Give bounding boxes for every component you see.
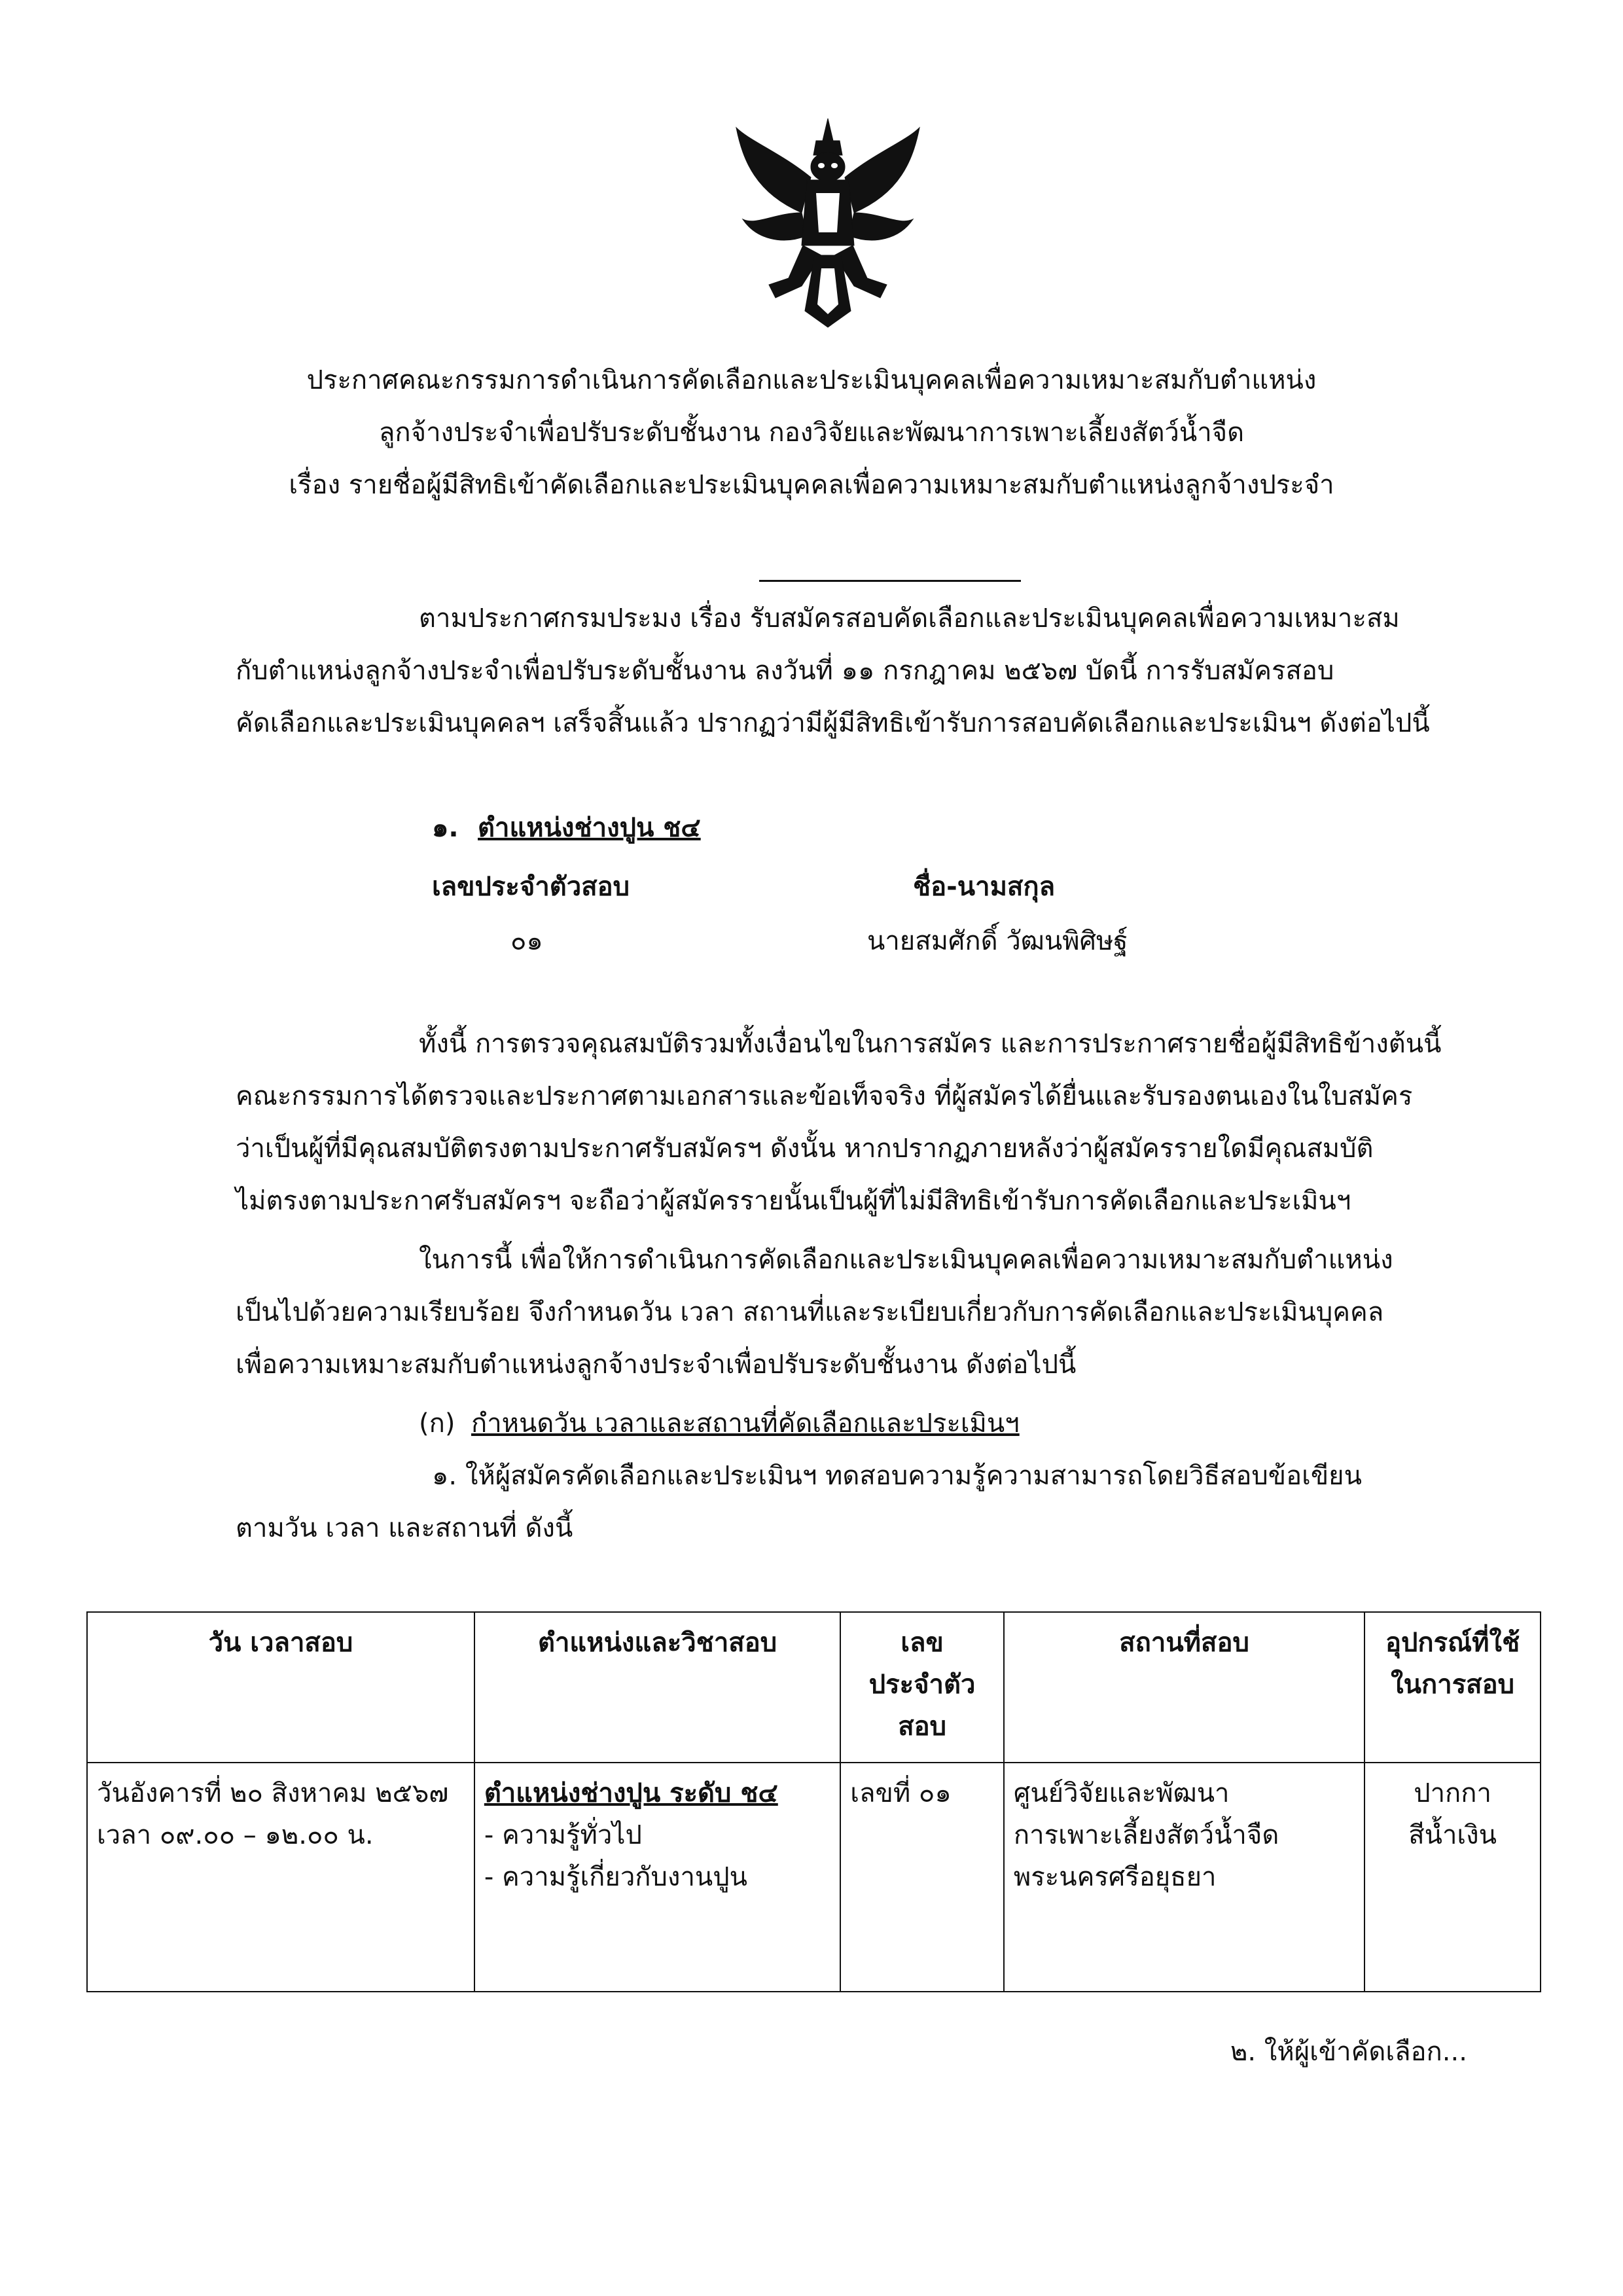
- para2-line-2: คณะกรรมการได้ตรวจและประกาศตามเอกสารและข้อเท็จจริง ที่ผู้สมัครได้ยื่นและรับรองตนเองในใบสมัคร: [236, 1081, 1413, 1111]
- cell-exam-place: ศูนย์วิจัยและพัฒนา การเพาะเลี้ยงสัตว์น้ำจืด พระนครศรีอยุธยา: [1004, 1763, 1364, 1992]
- next-page-continuation: ๒. ให้ผู้เข้าคัดเลือก...: [1230, 2037, 1467, 2067]
- header-divider: [759, 580, 1021, 582]
- para3-line-3: เพื่อความเหมาะสมกับตำแหน่งลูกจ้างประจำเพื่อปรับระดับชั้นงาน ดังต่อไปนี้: [236, 1350, 1077, 1380]
- cell-equipment: ปากกา สีน้ำเงิน: [1364, 1763, 1541, 1992]
- item1-line-1: ๑. ให้ผู้สมัครคัดเลือกและประเมินฯ ทดสอบความรู้ความสามารถโดยวิธีสอบข้อเขียน: [432, 1461, 1362, 1491]
- exam-schedule-table: [86, 1611, 1541, 1992]
- header-exam-date: วัน เวลาสอบ: [87, 1612, 474, 1763]
- item1-line-2: ตามวัน เวลา และสถานที่ ดังนี้: [236, 1513, 573, 1543]
- intro-line-3: คัดเลือกและประเมินบุคคลฯ เสร็จสิ้นแล้ว ปรากฏว่ามีผู้มีสิทธิเข้ารับการสอบคัดเลือกและประเมินฯ ดังต่อไปนี้: [236, 708, 1430, 738]
- table-row: [87, 1763, 1541, 1992]
- section-1-title: ตำแหน่งช่างปูน ช๔: [478, 813, 701, 843]
- sub-a-prefix: (ก): [419, 1408, 455, 1439]
- cell-exam-id: เลขที่ ๐๑: [840, 1763, 1004, 1992]
- para2-line-4: ไม่ตรงตามประกาศรับสมัครฯ จะถือว่าผู้สมัครรายนั้นเป็นผู้ที่ไม่มีสิทธิเข้ารับการคัดเลือกและประเมินฯ: [236, 1186, 1351, 1216]
- para2-line-3: ว่าเป็นผู้ที่มีคุณสมบัติตรงตามประกาศรับสมัครฯ ดังนั้น หากปรากฏภายหลังว่าผู้สมัครรายใดมีคุณสมบัติ: [236, 1134, 1374, 1164]
- header-position-subject: ตำแหน่งและวิชาสอบ: [474, 1612, 840, 1763]
- para3-line-1: ในการนี้ เพื่อให้การดำเนินการคัดเลือกและประเมินบุคคลเพื่อความเหมาะสมกับตำแหน่ง: [419, 1245, 1393, 1275]
- intro-line-2: กับตำแหน่งลูกจ้างประจำเพื่อปรับระดับชั้นงาน ลงวันที่ ๑๑ กรกฎาคม ๒๕๖๗ บัดนี้ การรับสมัครสอบ: [236, 656, 1334, 686]
- header-exam-id: เลข ประจำตัว สอบ: [840, 1612, 1004, 1763]
- announcement-subject: เรื่อง รายชื่อผู้มีสิทธิเข้าคัดเลือกและประเมินบุคคลเพื่อความเหมาะสมกับตำแหน่งลูกจ้างประจำ: [289, 470, 1334, 500]
- section-1-number: ๑.: [432, 813, 459, 843]
- garuda-emblem: [730, 115, 926, 331]
- para2-line-1: ทั้งนี้ การตรวจคุณสมบัติรวมทั้งเงื่อนไขในการสมัคร และการประกาศรายชื่อผู้มีสิทธิข้างต้นนี้: [419, 1029, 1442, 1059]
- announcement-title-line-1: ประกาศคณะกรรมการดำเนินการคัดเลือกและประเมินบุคคลเพื่อความเหมาะสมกับตำแหน่ง: [306, 365, 1317, 395]
- candidate-id: ๐๑: [510, 926, 543, 956]
- intro-line-1: ตามประกาศกรมประมง เรื่อง รับสมัครสอบคัดเลือกและประเมินบุคคลเพื่อความเหมาะสม: [419, 603, 1400, 634]
- cell-position-subject: ตำแหน่งช่างปูน ระดับ ช๔ - ความรู้ทั่วไป - ความรู้เกี่ยวกับงานปูน: [474, 1763, 840, 1992]
- header-exam-place: สถานที่สอบ: [1004, 1612, 1364, 1763]
- candidate-name: นายสมศักดิ์ วัฒนพิศิษฐ์: [867, 926, 1128, 956]
- cell-exam-date: วันอังคารที่ ๒๐ สิงหาคม ๒๕๖๗ เวลา ๐๙.๐๐ – ๑๒.๐๐ น.: [87, 1763, 474, 1992]
- sub-a-title: กำหนดวัน เวลาและสถานที่คัดเลือกและประเมินฯ: [471, 1408, 1020, 1439]
- announcement-title-line-2: ลูกจ้างประจำเพื่อปรับระดับชั้นงาน กองวิจัยและพัฒนาการเพาะเลี้ยงสัตว์น้ำจืด: [378, 418, 1245, 448]
- candidate-name-header: ชื่อ-นามสกุล: [913, 872, 1056, 902]
- para3-line-2: เป็นไปด้วยความเรียบร้อย จึงกำหนดวัน เวลา สถานที่และระเบียบเกี่ยวกับการคัดเลือกและประเมินบุคคล: [236, 1297, 1384, 1327]
- table-header-row: [87, 1612, 1541, 1763]
- candidate-id-header: เลขประจำตัวสอบ: [432, 872, 630, 902]
- header-equipment: อุปกรณ์ที่ใช้ ในการสอบ: [1364, 1612, 1541, 1763]
